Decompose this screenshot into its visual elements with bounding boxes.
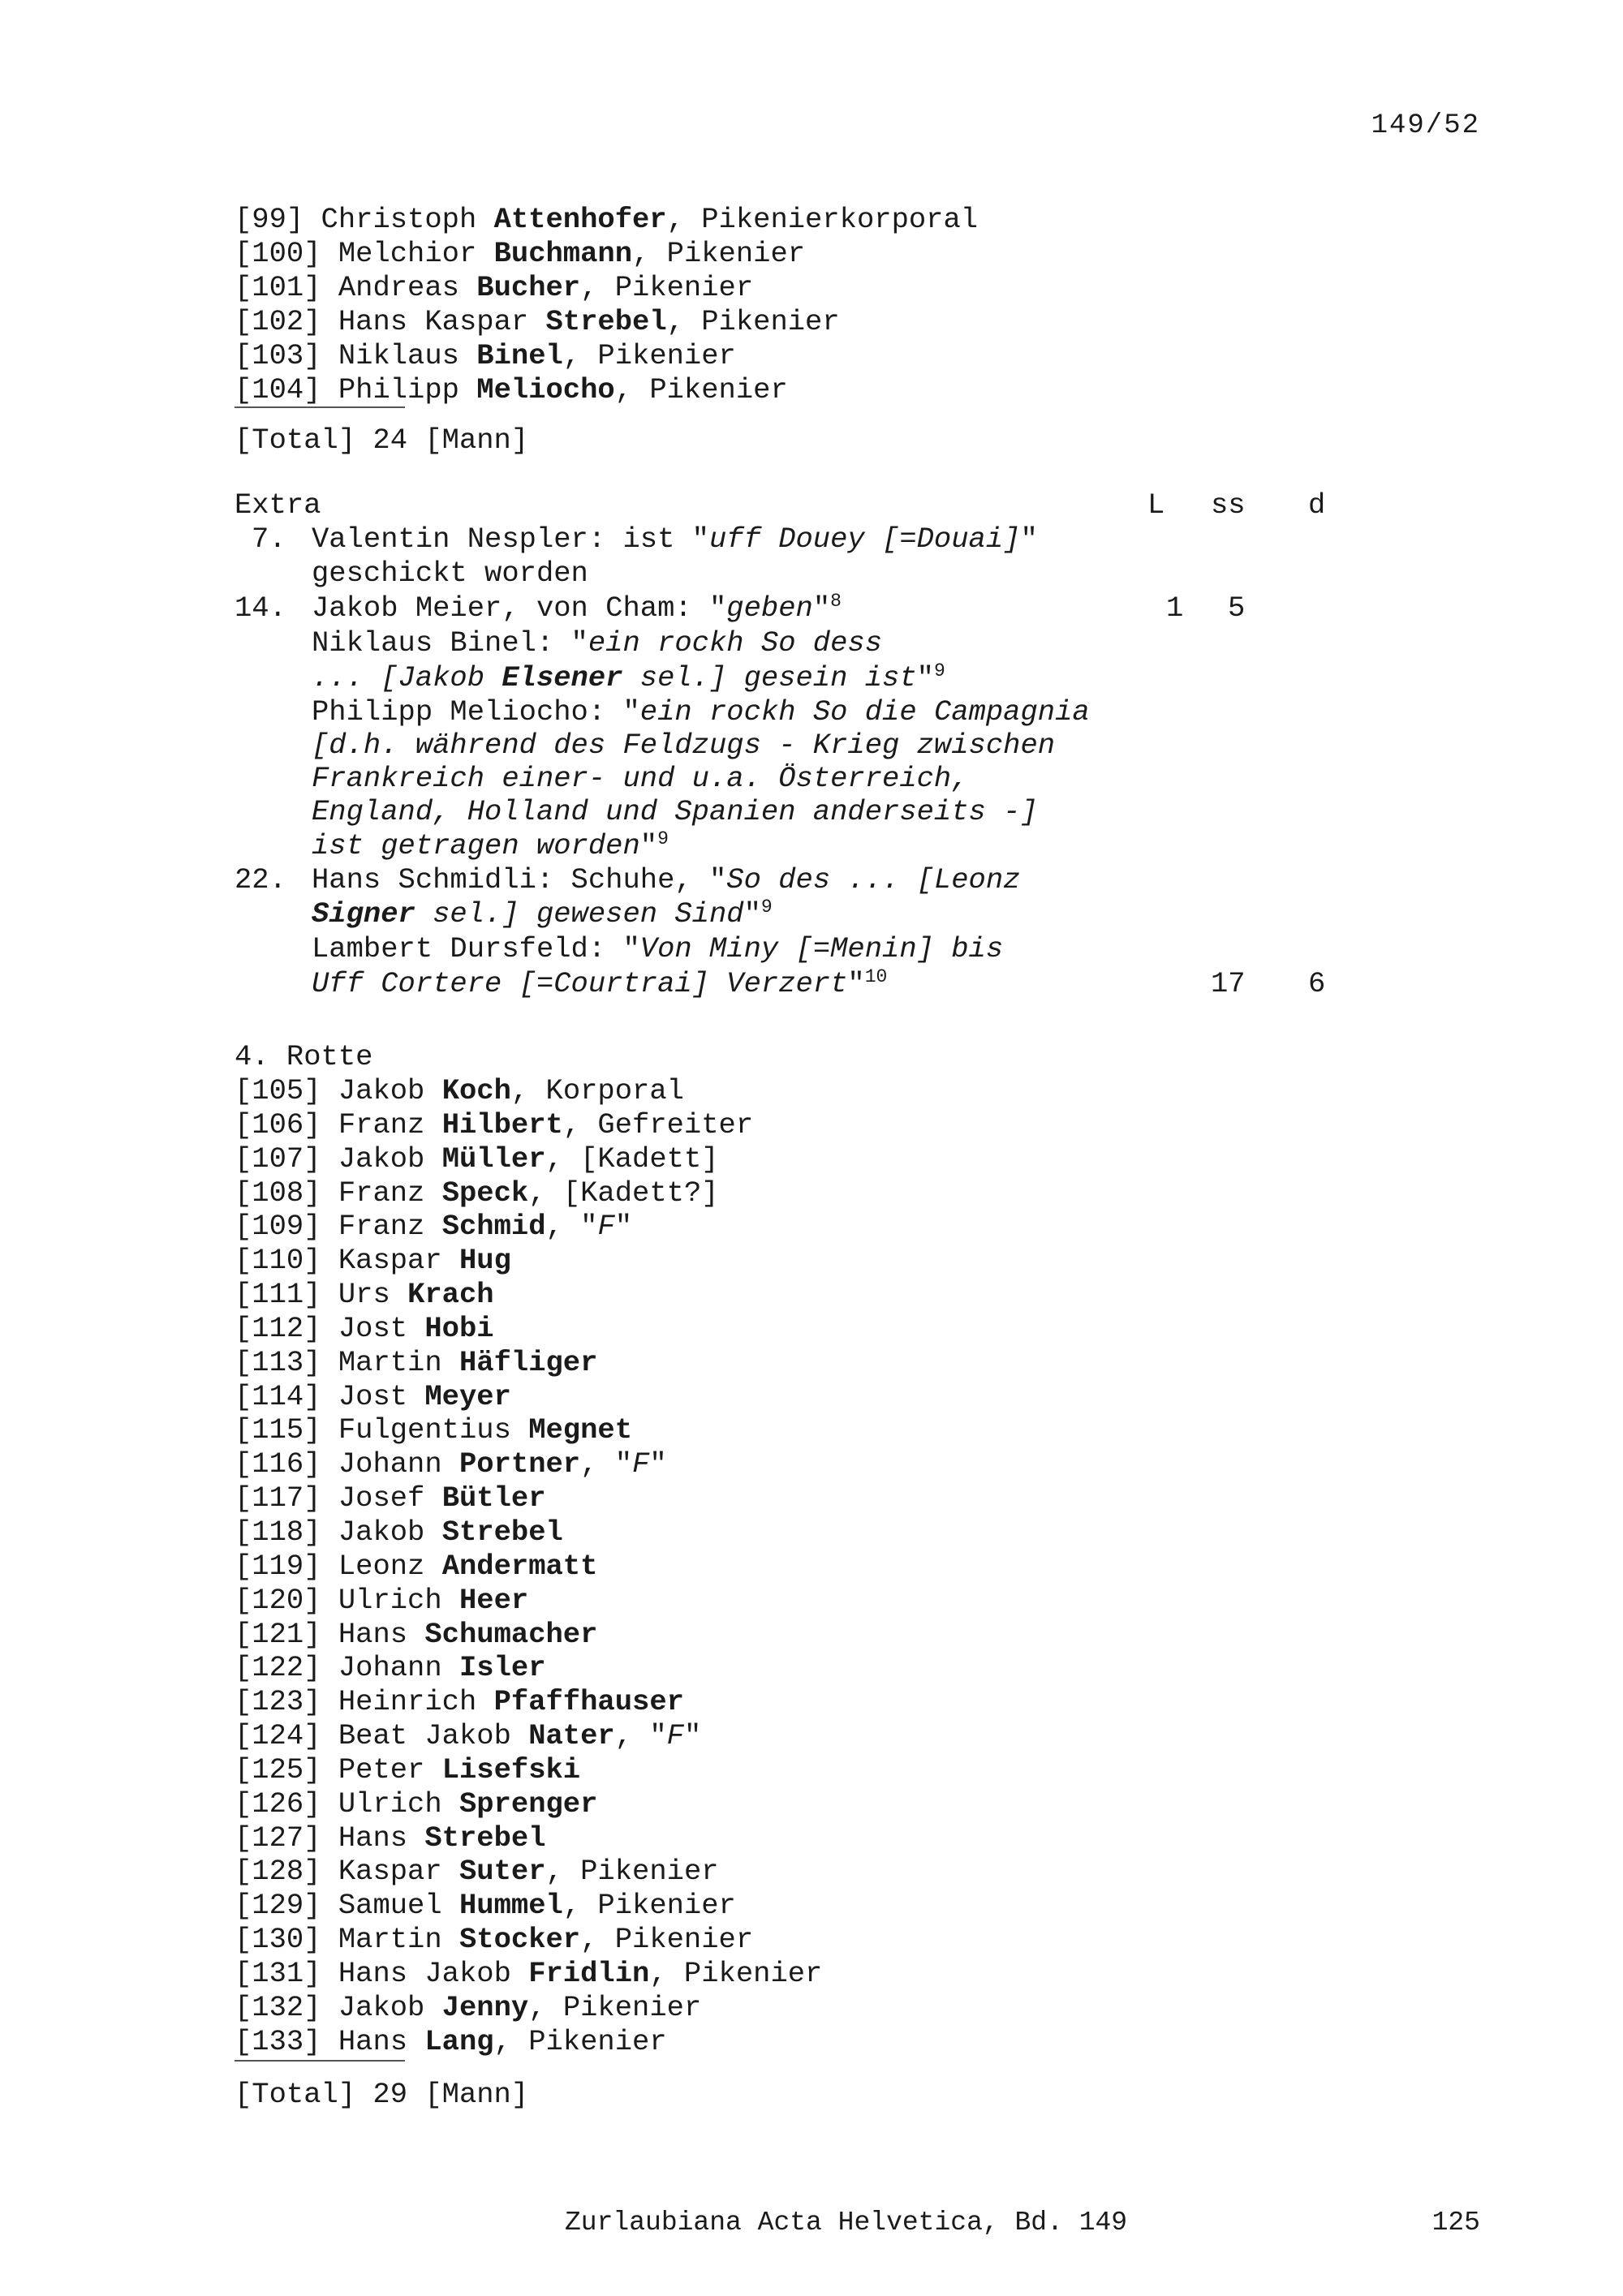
member-row	[235, 1516, 822, 1550]
member-row	[235, 1957, 822, 1991]
member-surname: Binel	[476, 339, 563, 372]
extra-entry-line: [d.h. während des Feldzugs - Krieg zwischen	[312, 729, 1056, 762]
total-section4: [Total] 29 [Mann]	[235, 2078, 529, 2111]
member-suffix: , Gefreiter	[562, 1107, 754, 1142]
extra-entry-line: England, Holland und Spanien anderseits -]	[312, 795, 1038, 828]
member-row	[235, 1923, 822, 1957]
member-number: [126]	[235, 1786, 321, 1821]
member-number: [130]	[235, 1923, 321, 1957]
member-surname: Suter	[458, 1855, 546, 1889]
member-row	[235, 1481, 822, 1516]
member-first-name: Leonz	[338, 1549, 425, 1583]
member-suffix: , Pikenier	[580, 271, 754, 304]
list-end-rule	[235, 2060, 405, 2062]
member-row	[235, 305, 978, 339]
member-surname: Meyer	[424, 1379, 511, 1413]
amount-ss: 17	[1211, 967, 1246, 1000]
member-number: [127]	[235, 1821, 321, 1855]
member-surname: Hobi	[424, 1311, 494, 1345]
extra-entry-line: Niklaus Binel: "ein rockh So dess	[312, 626, 883, 660]
member-suffix: , Pikenier	[562, 1889, 736, 1923]
member-number: [125]	[235, 1752, 321, 1786]
member-row	[235, 1312, 822, 1346]
member-first-name: Beat Jakob	[338, 1719, 511, 1753]
member-surname: Hilbert	[441, 1107, 563, 1142]
member-number: [116]	[235, 1447, 321, 1481]
member-number: [108]	[235, 1176, 321, 1210]
member-surname: Megnet	[528, 1413, 633, 1447]
extra-entry-line: Signer sel.] gewesen Sind"$^9$	[312, 896, 773, 931]
member-first-name: Peter	[338, 1752, 425, 1786]
extra-entry-line: ... [Jakob Elsener sel.] gesein ist"$^9$	[312, 660, 945, 694]
extra-entry-line: Lambert Dursfeld: "Von Miny [=Menin] bis	[312, 932, 1004, 965]
member-first-name: Jakob	[338, 1142, 425, 1176]
member-suffix: , "	[545, 1210, 598, 1244]
member-suffix: , Pikenier	[614, 373, 788, 406]
member-suffix: , Pikenier	[493, 2024, 667, 2058]
member-row	[235, 1787, 822, 1821]
member-number: [106]	[235, 1107, 321, 1142]
member-number: [110]	[235, 1244, 321, 1278]
member-surname: Meliocho	[476, 373, 615, 406]
member-number: [123]	[235, 1685, 321, 1719]
member-row	[235, 2025, 822, 2059]
member-number: [102]	[235, 305, 321, 338]
member-suffix: , Pikenier	[528, 1990, 702, 2024]
member-suffix: , Pikenier	[580, 1923, 754, 1957]
member-row	[235, 1855, 822, 1889]
member-first-name: Christoph	[321, 203, 477, 236]
member-row	[235, 1991, 822, 2025]
member-row	[235, 1108, 822, 1142]
column-header-d: d	[1308, 488, 1326, 522]
member-row	[235, 1210, 822, 1244]
member-surname: Schumacher	[424, 1617, 598, 1651]
member-surname: Hummel	[458, 1889, 563, 1923]
member-surname: Lisefski	[441, 1752, 581, 1786]
member-number: [129]	[235, 1889, 321, 1923]
member-first-name: Martin	[338, 1923, 442, 1957]
member-first-name: Kaspar	[338, 1855, 442, 1889]
member-first-name: Jakob	[338, 1074, 425, 1107]
member-first-name: Niklaus	[338, 339, 459, 372]
member-first-name: Hans	[338, 1617, 408, 1651]
member-number: [105]	[235, 1074, 321, 1107]
member-surname: Bütler	[441, 1481, 546, 1516]
member-row	[235, 339, 978, 373]
member-suffix: , "	[614, 1719, 667, 1753]
member-first-name: Franz	[338, 1107, 425, 1142]
member-flag: F	[632, 1447, 650, 1481]
member-number: [100]	[235, 237, 321, 270]
extra-entry-line: Hans Schmidli: Schuhe, "So des ... [Leonz	[312, 863, 1021, 896]
member-row	[235, 1651, 822, 1685]
member-first-name: Johann	[338, 1447, 442, 1481]
member-number: [124]	[235, 1719, 321, 1753]
member-first-name: Kaspar	[338, 1244, 442, 1278]
member-number: [131]	[235, 1956, 321, 1990]
member-surname: Pfaffhauser	[493, 1685, 684, 1719]
member-flag-quote: "	[649, 1447, 667, 1481]
member-row	[235, 1278, 822, 1312]
member-row	[235, 1244, 822, 1278]
page-reference: 149/52	[1371, 110, 1480, 141]
member-first-name: Jost	[338, 1379, 408, 1413]
member-surname: Attenhofer	[493, 203, 667, 236]
member-surname: Stocker	[458, 1923, 581, 1957]
extra-entry-line: Valentin Nespler: ist "uff Douey [=Douai]"	[312, 522, 1038, 556]
member-list-section4	[235, 1074, 822, 2058]
member-row	[235, 1719, 822, 1753]
footer-title: Zurlaubiana Acta Helvetica, Bd. 149	[565, 2208, 1128, 2238]
member-first-name: Franz	[338, 1210, 425, 1244]
member-suffix: , [Kadett]	[545, 1142, 719, 1176]
member-first-name: Jakob	[338, 1515, 425, 1549]
member-surname: Speck	[441, 1176, 529, 1210]
member-number: [120]	[235, 1583, 321, 1617]
member-number: [122]	[235, 1651, 321, 1685]
member-number: [107]	[235, 1142, 321, 1176]
member-row	[235, 1550, 822, 1584]
member-first-name: Andreas	[338, 271, 459, 304]
member-row	[235, 1074, 822, 1108]
member-suffix: , Pikenier	[562, 339, 736, 372]
member-row	[235, 1142, 822, 1176]
member-suffix: , Korporal	[510, 1074, 684, 1107]
member-row	[235, 1447, 822, 1481]
extra-entry-number: 7.	[252, 522, 286, 556]
member-row	[235, 237, 978, 271]
footer-page-number: 125	[1431, 2208, 1480, 2238]
amount-ss: 5	[1228, 591, 1246, 625]
member-number: [118]	[235, 1515, 321, 1549]
extra-entry-line: Jakob Meier, von Cham: "geben"$^8$	[312, 591, 842, 625]
member-row	[235, 1380, 822, 1414]
member-first-name: Urs	[338, 1278, 390, 1312]
member-surname: Koch	[441, 1074, 511, 1107]
member-number: [132]	[235, 1990, 321, 2024]
member-suffix: , Pikenier	[666, 305, 840, 338]
member-surname: Strebel	[441, 1515, 563, 1549]
member-row	[235, 1413, 822, 1447]
extra-entry-number: 14.	[235, 591, 286, 625]
member-first-name: Melchior	[338, 237, 477, 270]
extra-heading: Extra	[235, 488, 321, 522]
member-first-name: Martin	[338, 1345, 442, 1379]
member-surname: Strebel	[545, 305, 667, 338]
member-number: [109]	[235, 1210, 321, 1244]
member-first-name: Philipp	[338, 373, 459, 406]
member-number: [128]	[235, 1855, 321, 1889]
member-row	[235, 271, 978, 305]
member-first-name: Josef	[338, 1481, 425, 1516]
member-suffix: , [Kadett?]	[528, 1176, 719, 1210]
member-number: [112]	[235, 1311, 321, 1345]
member-surname: Krach	[407, 1278, 494, 1312]
member-suffix: , Pikenier	[649, 1956, 823, 1990]
member-first-name: Hans	[338, 2024, 408, 2058]
member-surname: Isler	[458, 1651, 546, 1685]
member-suffix: , "	[580, 1447, 633, 1481]
member-number: [103]	[235, 339, 321, 372]
member-number: [114]	[235, 1379, 321, 1413]
member-surname: Schmid	[441, 1210, 546, 1244]
amount-d: 6	[1308, 967, 1326, 1000]
extra-entry-line: ist getragen worden"$^9$	[312, 828, 669, 862]
member-first-name: Samuel	[338, 1889, 442, 1923]
member-surname: Sprenger	[458, 1786, 598, 1821]
column-header-l: L	[1147, 488, 1165, 522]
member-number: [104]	[235, 373, 321, 406]
member-row	[235, 1346, 822, 1380]
member-first-name: Ulrich	[338, 1786, 442, 1821]
member-first-name: Hans	[338, 1821, 408, 1855]
extra-entry-line: geschickt worden	[312, 557, 588, 590]
list-end-rule	[235, 406, 405, 408]
member-first-name: Franz	[338, 1176, 425, 1210]
member-row	[235, 1176, 822, 1210]
member-surname: Müller	[441, 1142, 546, 1176]
member-suffix: , Pikenier	[632, 237, 806, 270]
extra-entry-line: Philipp Meliocho: "ein rockh So die Campagnia	[312, 695, 1090, 729]
column-header-ss: ss	[1211, 488, 1246, 522]
member-surname: Buchmann	[493, 237, 633, 270]
member-number: [117]	[235, 1481, 321, 1516]
extra-entry-line: Frankreich einer- und u.a. Österreich,	[312, 762, 969, 795]
member-surname: Jenny	[441, 1990, 529, 2024]
member-first-name: Ulrich	[338, 1583, 442, 1617]
extra-entry-number: 22.	[235, 863, 286, 896]
member-row	[235, 1889, 822, 1923]
extra-entry-line: Uff Cortere [=Courtrai] Verzert"$^{10}$	[312, 966, 888, 1000]
member-flag-quote: "	[614, 1210, 633, 1244]
member-row	[235, 1753, 822, 1787]
total-section3: [Total] 24 [Mann]	[235, 424, 529, 457]
member-first-name: Heinrich	[338, 1685, 477, 1719]
member-number: [133]	[235, 2024, 321, 2058]
member-suffix: , Pikenierkorporal	[666, 203, 979, 236]
member-first-name: Johann	[338, 1651, 442, 1685]
member-number: [115]	[235, 1413, 321, 1447]
member-surname: Portner	[458, 1447, 581, 1481]
member-row	[235, 1685, 822, 1719]
section-heading: 4. Rotte	[235, 1040, 373, 1073]
member-surname: Lang	[424, 2024, 494, 2058]
member-number: [113]	[235, 1345, 321, 1379]
member-row	[235, 373, 978, 407]
member-row	[235, 1584, 822, 1618]
member-row	[235, 1618, 822, 1652]
member-surname: Bucher	[476, 271, 581, 304]
member-surname: Häfliger	[458, 1345, 598, 1379]
member-suffix: , Pikenier	[545, 1855, 719, 1889]
member-surname: Heer	[458, 1583, 529, 1617]
member-surname: Fridlin	[528, 1956, 650, 1990]
amount-l: 1	[1166, 591, 1184, 625]
member-first-name: Jost	[338, 1311, 408, 1345]
member-number: [119]	[235, 1549, 321, 1583]
member-first-name: Hans Kaspar	[338, 305, 529, 338]
member-row	[235, 1821, 822, 1855]
member-first-name: Fulgentius	[338, 1413, 511, 1447]
member-flag: F	[666, 1719, 684, 1753]
member-number: [121]	[235, 1617, 321, 1651]
member-surname: Strebel	[424, 1821, 546, 1855]
member-flag: F	[597, 1210, 615, 1244]
member-row	[235, 203, 978, 237]
member-number: [111]	[235, 1278, 321, 1312]
member-first-name: Jakob	[338, 1990, 425, 2024]
member-first-name: Hans Jakob	[338, 1956, 511, 1990]
member-surname: Hug	[458, 1244, 511, 1278]
member-surname: Nater	[528, 1719, 615, 1753]
member-number: [99]	[235, 203, 304, 236]
member-list-section3	[235, 203, 978, 407]
member-flag-quote: "	[683, 1719, 702, 1753]
member-number: [101]	[235, 271, 321, 304]
member-surname: Andermatt	[441, 1549, 598, 1583]
